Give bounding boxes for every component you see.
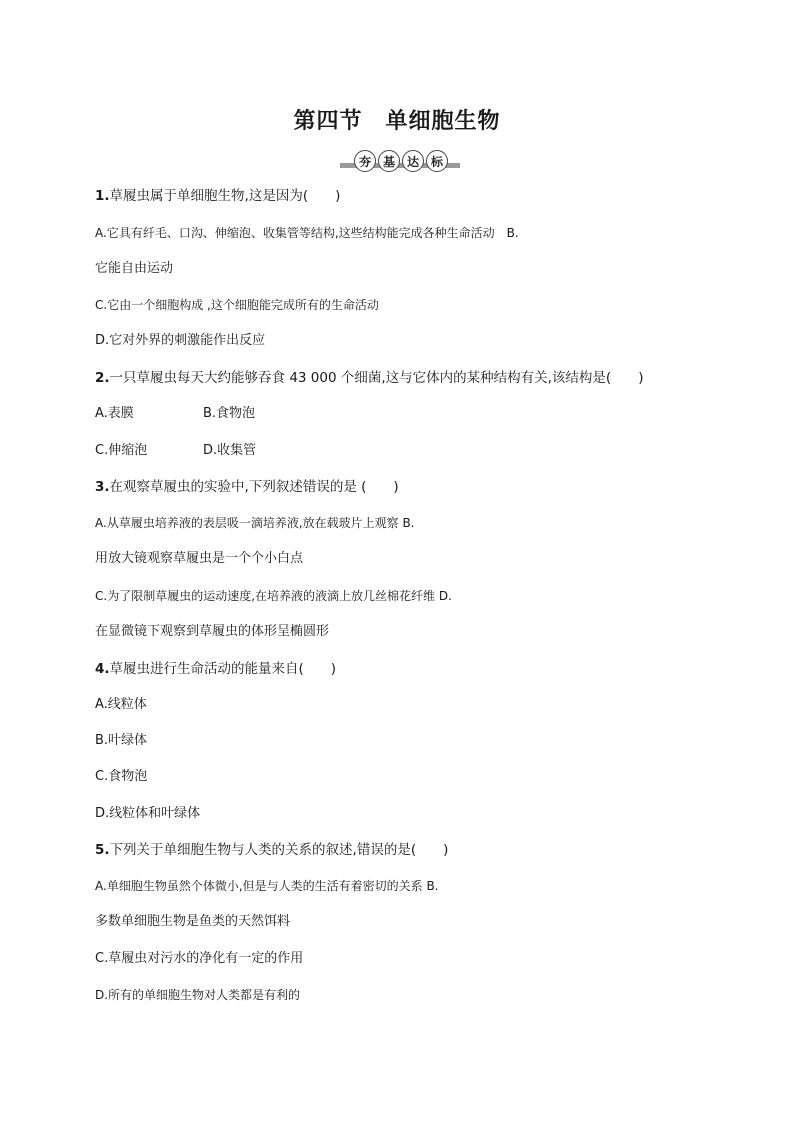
question-text: 一只草履虫每天大约能够吞食 43 000 个细菌,这与它体内的某种结构有关,该结构是( ) bbox=[109, 370, 644, 386]
question-3-option-line: 用放大镜观察草履虫是一个个小白点 bbox=[95, 551, 304, 566]
question-text: 下列关于单细胞生物与人类的关系的叙述,错误的是( ) bbox=[109, 842, 449, 858]
question-3-option-line: C.为了限制草履虫的运动速度,在培养液的液滴上放几丝棉花纤维 D. bbox=[95, 589, 452, 603]
question-4-option-line: A.线粒体 bbox=[95, 697, 147, 712]
question-5-option-line: A.单细胞生物虽然个体微小,但是与人类的生活有着密切的关系 B. bbox=[95, 879, 439, 893]
question-4-option-line: B.叶绿体 bbox=[95, 733, 148, 748]
question-4-stem bbox=[95, 660, 735, 678]
question-3-option-line: 在显微镜下观察到草履虫的体形呈椭圆形 bbox=[95, 624, 330, 639]
question-number: 5. bbox=[95, 842, 110, 858]
option-b: B.食物泡 bbox=[203, 406, 256, 421]
question-5-option-line: C.草履虫对污水的净化有一定的作用 bbox=[95, 951, 304, 966]
section-badge bbox=[340, 150, 460, 172]
question-1-stem bbox=[95, 187, 735, 205]
question-number: 4. bbox=[95, 661, 110, 677]
option-d: D.收集管 bbox=[203, 443, 257, 458]
question-1-option-line: 它能自由运动 bbox=[95, 261, 174, 276]
question-5-option-line: D.所有的单细胞生物对人类都是有利的 bbox=[95, 988, 301, 1002]
question-text: 在观察草履虫的实验中,下列叙述错误的是 ( ) bbox=[109, 479, 399, 495]
question-4-option-line: C.食物泡 bbox=[95, 769, 148, 784]
question-number: 1. bbox=[95, 188, 110, 204]
page-title: 第四节 单细胞生物 bbox=[293, 108, 501, 134]
question-number: 3. bbox=[95, 479, 110, 495]
question-1-option-line: D.它对外界的刺激能作出反应 bbox=[95, 333, 266, 348]
question-5-option-line: 多数单细胞生物是鱼类的天然饵料 bbox=[95, 914, 291, 929]
badge-char: 基 bbox=[378, 150, 400, 172]
option-c: C.伸缩泡 bbox=[95, 443, 148, 458]
question-1-option-line: C.它由一个细胞构成 ,这个细胞能完成所有的生命活动 bbox=[95, 298, 379, 312]
question-2-options-row bbox=[95, 405, 735, 423]
question-2-options-row bbox=[95, 442, 735, 460]
question-text: 草履虫进行生命活动的能量来自( ) bbox=[109, 661, 337, 677]
badge-char: 达 bbox=[402, 150, 424, 172]
question-2-stem bbox=[95, 369, 735, 387]
question-1-option-line: A.它具有纤毛、口沟、伸缩泡、收集管等结构,这些结构能完成各种生命活动 B. bbox=[95, 226, 519, 240]
question-5-stem bbox=[95, 841, 735, 859]
question-3-stem bbox=[95, 478, 735, 496]
question-4-option-line: D.线粒体和叶绿体 bbox=[95, 806, 201, 821]
badge-char: 夯 bbox=[354, 150, 376, 172]
option-a: A.表膜 bbox=[95, 406, 134, 421]
question-number: 2. bbox=[95, 370, 110, 386]
question-3-option-line: A.从草履虫培养液的表层吸一滴培养液,放在载玻片上观察 B. bbox=[95, 516, 415, 530]
question-text: 草履虫属于单细胞生物,这是因为( ) bbox=[109, 188, 341, 204]
badge-char: 标 bbox=[426, 150, 448, 172]
